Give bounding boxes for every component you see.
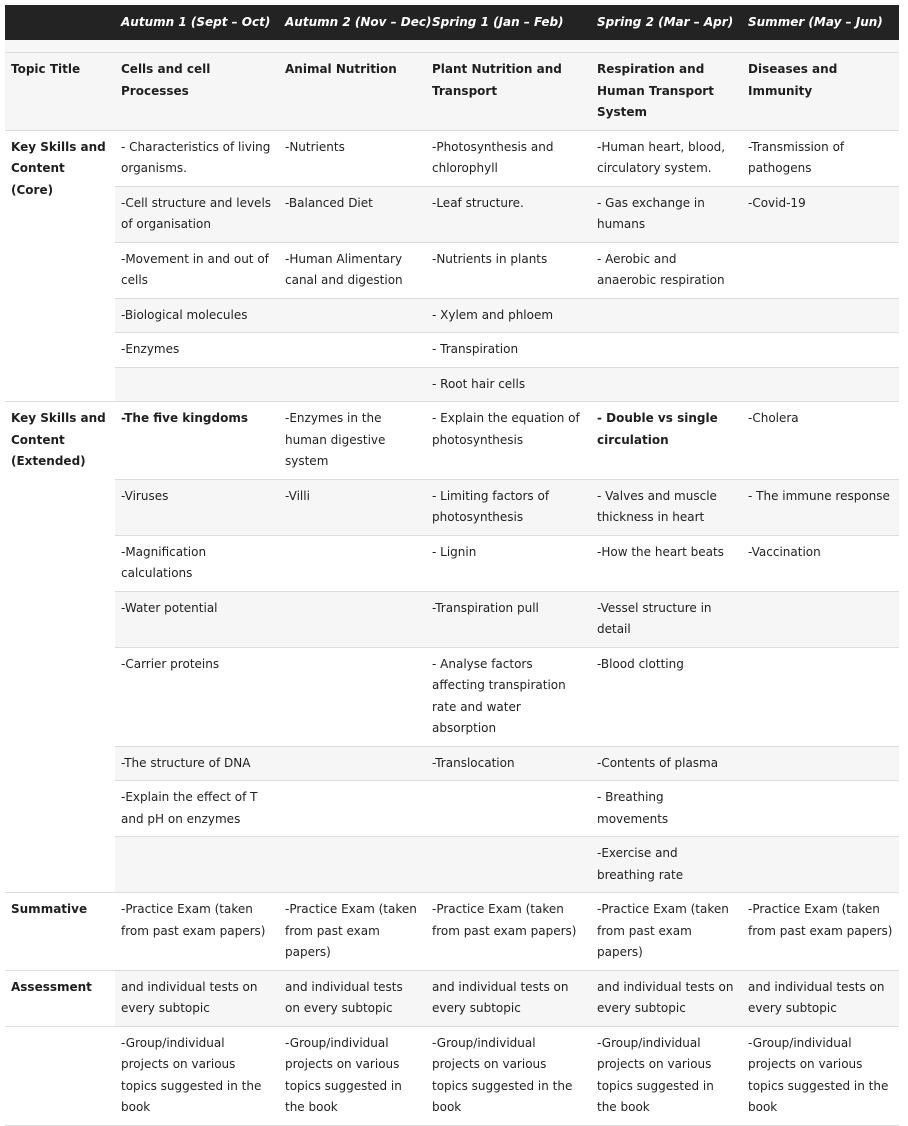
table-row bbox=[5, 333, 899, 368]
table-cell bbox=[115, 837, 279, 893]
table-cell: -Enzymes bbox=[115, 333, 279, 368]
table-cell: -How the heart beats bbox=[591, 535, 742, 591]
table-cell: - Limiting factors of photosynthesis bbox=[426, 479, 591, 535]
table-cell: - Gas exchange in humans bbox=[591, 186, 742, 242]
table-cell bbox=[591, 298, 742, 333]
table-cell bbox=[591, 367, 742, 402]
table-cell: and individual tests on every subtopic bbox=[115, 970, 279, 1026]
header-corner bbox=[5, 5, 115, 40]
header-row bbox=[5, 5, 899, 40]
table-cell: -Enzymes in the human digestive system bbox=[279, 402, 426, 480]
table-cell: -Blood clotting bbox=[591, 647, 742, 746]
table-cell: -Photosynthesis and chlorophyll bbox=[426, 130, 591, 186]
table-row bbox=[5, 186, 899, 242]
header-term: Spring 2 (Mar – Apr) bbox=[591, 5, 742, 40]
table-row bbox=[5, 298, 899, 333]
table-cell bbox=[742, 647, 899, 746]
table-cell: and individual tests on every subtopic bbox=[279, 970, 426, 1026]
table-cell: -Villi bbox=[279, 479, 426, 535]
topic-row bbox=[5, 53, 899, 131]
table-cell: -Group/individual projects on various topics suggested in the book bbox=[742, 1026, 899, 1125]
table-cell: -Vaccination bbox=[742, 535, 899, 591]
table-cell bbox=[591, 333, 742, 368]
table-row bbox=[5, 479, 899, 535]
table-row bbox=[5, 130, 899, 186]
table-row bbox=[5, 647, 899, 746]
table-cell bbox=[115, 367, 279, 402]
table-cell: -Nutrients bbox=[279, 130, 426, 186]
table-cell bbox=[279, 535, 426, 591]
table-row bbox=[5, 402, 899, 480]
row-label-extended: Key Skills and Content (Extended) bbox=[5, 402, 115, 893]
table-cell: -Magnification calculations bbox=[115, 535, 279, 591]
curriculum-table-wrapper bbox=[5, 5, 899, 1126]
table-cell: - Characteristics of living organisms. bbox=[115, 130, 279, 186]
table-cell: -Carrier proteins bbox=[115, 647, 279, 746]
table-cell: -Human heart, blood, circulatory system. bbox=[591, 130, 742, 186]
table-row bbox=[5, 367, 899, 402]
table-cell: - Root hair cells bbox=[426, 367, 591, 402]
table-cell: -Transmission of pathogens bbox=[742, 130, 899, 186]
table-cell bbox=[426, 837, 591, 893]
table-cell bbox=[742, 367, 899, 402]
table-cell: - Transpiration bbox=[426, 333, 591, 368]
table-cell: -Balanced Diet bbox=[279, 186, 426, 242]
table-row bbox=[5, 893, 899, 971]
table-cell: -Covid-19 bbox=[742, 186, 899, 242]
table-cell: -Practice Exam (taken from past exam papers) bbox=[742, 893, 899, 971]
table-cell: -Water potential bbox=[115, 591, 279, 647]
table-row bbox=[5, 837, 899, 893]
table-cell bbox=[742, 837, 899, 893]
table-cell bbox=[279, 837, 426, 893]
row-label-summative: Summative bbox=[5, 893, 115, 971]
table-cell: - Explain the equation of photosynthesis bbox=[426, 402, 591, 480]
table-cell: - Breathing movements bbox=[591, 781, 742, 837]
table-cell bbox=[279, 298, 426, 333]
table-cell bbox=[742, 242, 899, 298]
table-cell: - Xylem and phloem bbox=[426, 298, 591, 333]
topic-cell: Cells and cell Processes bbox=[115, 53, 279, 131]
topic-cell: Plant Nutrition and Transport bbox=[426, 53, 591, 131]
table-cell: -Exercise and breathing rate bbox=[591, 837, 742, 893]
table-cell: -Practice Exam (taken from past exam papers) bbox=[591, 893, 742, 971]
table-row bbox=[5, 535, 899, 591]
table-cell bbox=[742, 781, 899, 837]
table-cell: - Analyse factors affecting transpiration rate and water absorption bbox=[426, 647, 591, 746]
table-cell: -Vessel structure in detail bbox=[591, 591, 742, 647]
table-cell bbox=[742, 333, 899, 368]
curriculum-table bbox=[5, 5, 899, 1126]
table-cell: -Group/individual projects on various topics suggested in the book bbox=[591, 1026, 742, 1125]
table-cell: -Group/individual projects on various topics suggested in the book bbox=[115, 1026, 279, 1125]
row-label-topic: Topic Title bbox=[5, 53, 115, 131]
table-cell: -Group/individual projects on various topics suggested in the book bbox=[279, 1026, 426, 1125]
table-cell: and individual tests on every subtopic bbox=[742, 970, 899, 1026]
row-label-empty bbox=[5, 1026, 115, 1125]
table-cell: -Translocation bbox=[426, 746, 591, 781]
table-cell: -Practice Exam (taken from past exam papers) bbox=[115, 893, 279, 971]
table-cell bbox=[742, 591, 899, 647]
table-cell bbox=[279, 367, 426, 402]
table-cell: -Contents of plasma bbox=[591, 746, 742, 781]
table-cell bbox=[742, 746, 899, 781]
table-cell: and individual tests on every subtopic bbox=[591, 970, 742, 1026]
table-row bbox=[5, 242, 899, 298]
table-cell: - The immune response bbox=[742, 479, 899, 535]
table-row bbox=[5, 970, 899, 1026]
header-term: Spring 1 (Jan – Feb) bbox=[426, 5, 591, 40]
table-row bbox=[5, 781, 899, 837]
table-cell: -Explain the effect of T and pH on enzymes bbox=[115, 781, 279, 837]
table-cell: - Lignin bbox=[426, 535, 591, 591]
table-cell: - Aerobic and anaerobic respiration bbox=[591, 242, 742, 298]
table-cell: - Valves and muscle thickness in heart bbox=[591, 479, 742, 535]
topic-cell: Diseases and Immunity bbox=[742, 53, 899, 131]
table-cell: -The five kingdoms bbox=[115, 402, 279, 480]
header-term: Autumn 1 (Sept – Oct) bbox=[115, 5, 279, 40]
table-cell: -Leaf structure. bbox=[426, 186, 591, 242]
row-label-core: Key Skills and Content (Core) bbox=[5, 130, 115, 402]
table-cell: -Cholera bbox=[742, 402, 899, 480]
table-cell bbox=[742, 298, 899, 333]
spacer-row bbox=[5, 40, 899, 53]
table-cell: - Double vs single circulation bbox=[591, 402, 742, 480]
table-cell bbox=[279, 333, 426, 368]
table-cell: -Cell structure and levels of organisation bbox=[115, 186, 279, 242]
table-cell: -Human Alimentary canal and digestion bbox=[279, 242, 426, 298]
table-cell bbox=[279, 647, 426, 746]
topic-cell: Respiration and Human Transport System bbox=[591, 53, 742, 131]
table-cell: -The structure of DNA bbox=[115, 746, 279, 781]
table-cell: -Movement in and out of cells bbox=[115, 242, 279, 298]
table-cell bbox=[279, 746, 426, 781]
table-row bbox=[5, 746, 899, 781]
header-term: Autumn 2 (Nov – Dec) bbox=[279, 5, 426, 40]
table-cell: -Group/individual projects on various topics suggested in the book bbox=[426, 1026, 591, 1125]
table-cell bbox=[426, 781, 591, 837]
table-cell bbox=[279, 591, 426, 647]
table-row bbox=[5, 591, 899, 647]
table-cell: -Practice Exam (taken from past exam papers) bbox=[279, 893, 426, 971]
header-term: Summer (May – Jun) bbox=[742, 5, 899, 40]
table-cell: -Biological molecules bbox=[115, 298, 279, 333]
table-row bbox=[5, 1026, 899, 1125]
table-cell: -Viruses bbox=[115, 479, 279, 535]
row-label-assessment: Assessment bbox=[5, 970, 115, 1026]
table-cell: -Practice Exam (taken from past exam papers) bbox=[426, 893, 591, 971]
table-cell: and individual tests on every subtopic bbox=[426, 970, 591, 1026]
table-cell: -Transpiration pull bbox=[426, 591, 591, 647]
table-cell: -Nutrients in plants bbox=[426, 242, 591, 298]
topic-cell: Animal Nutrition bbox=[279, 53, 426, 131]
table-cell bbox=[279, 781, 426, 837]
